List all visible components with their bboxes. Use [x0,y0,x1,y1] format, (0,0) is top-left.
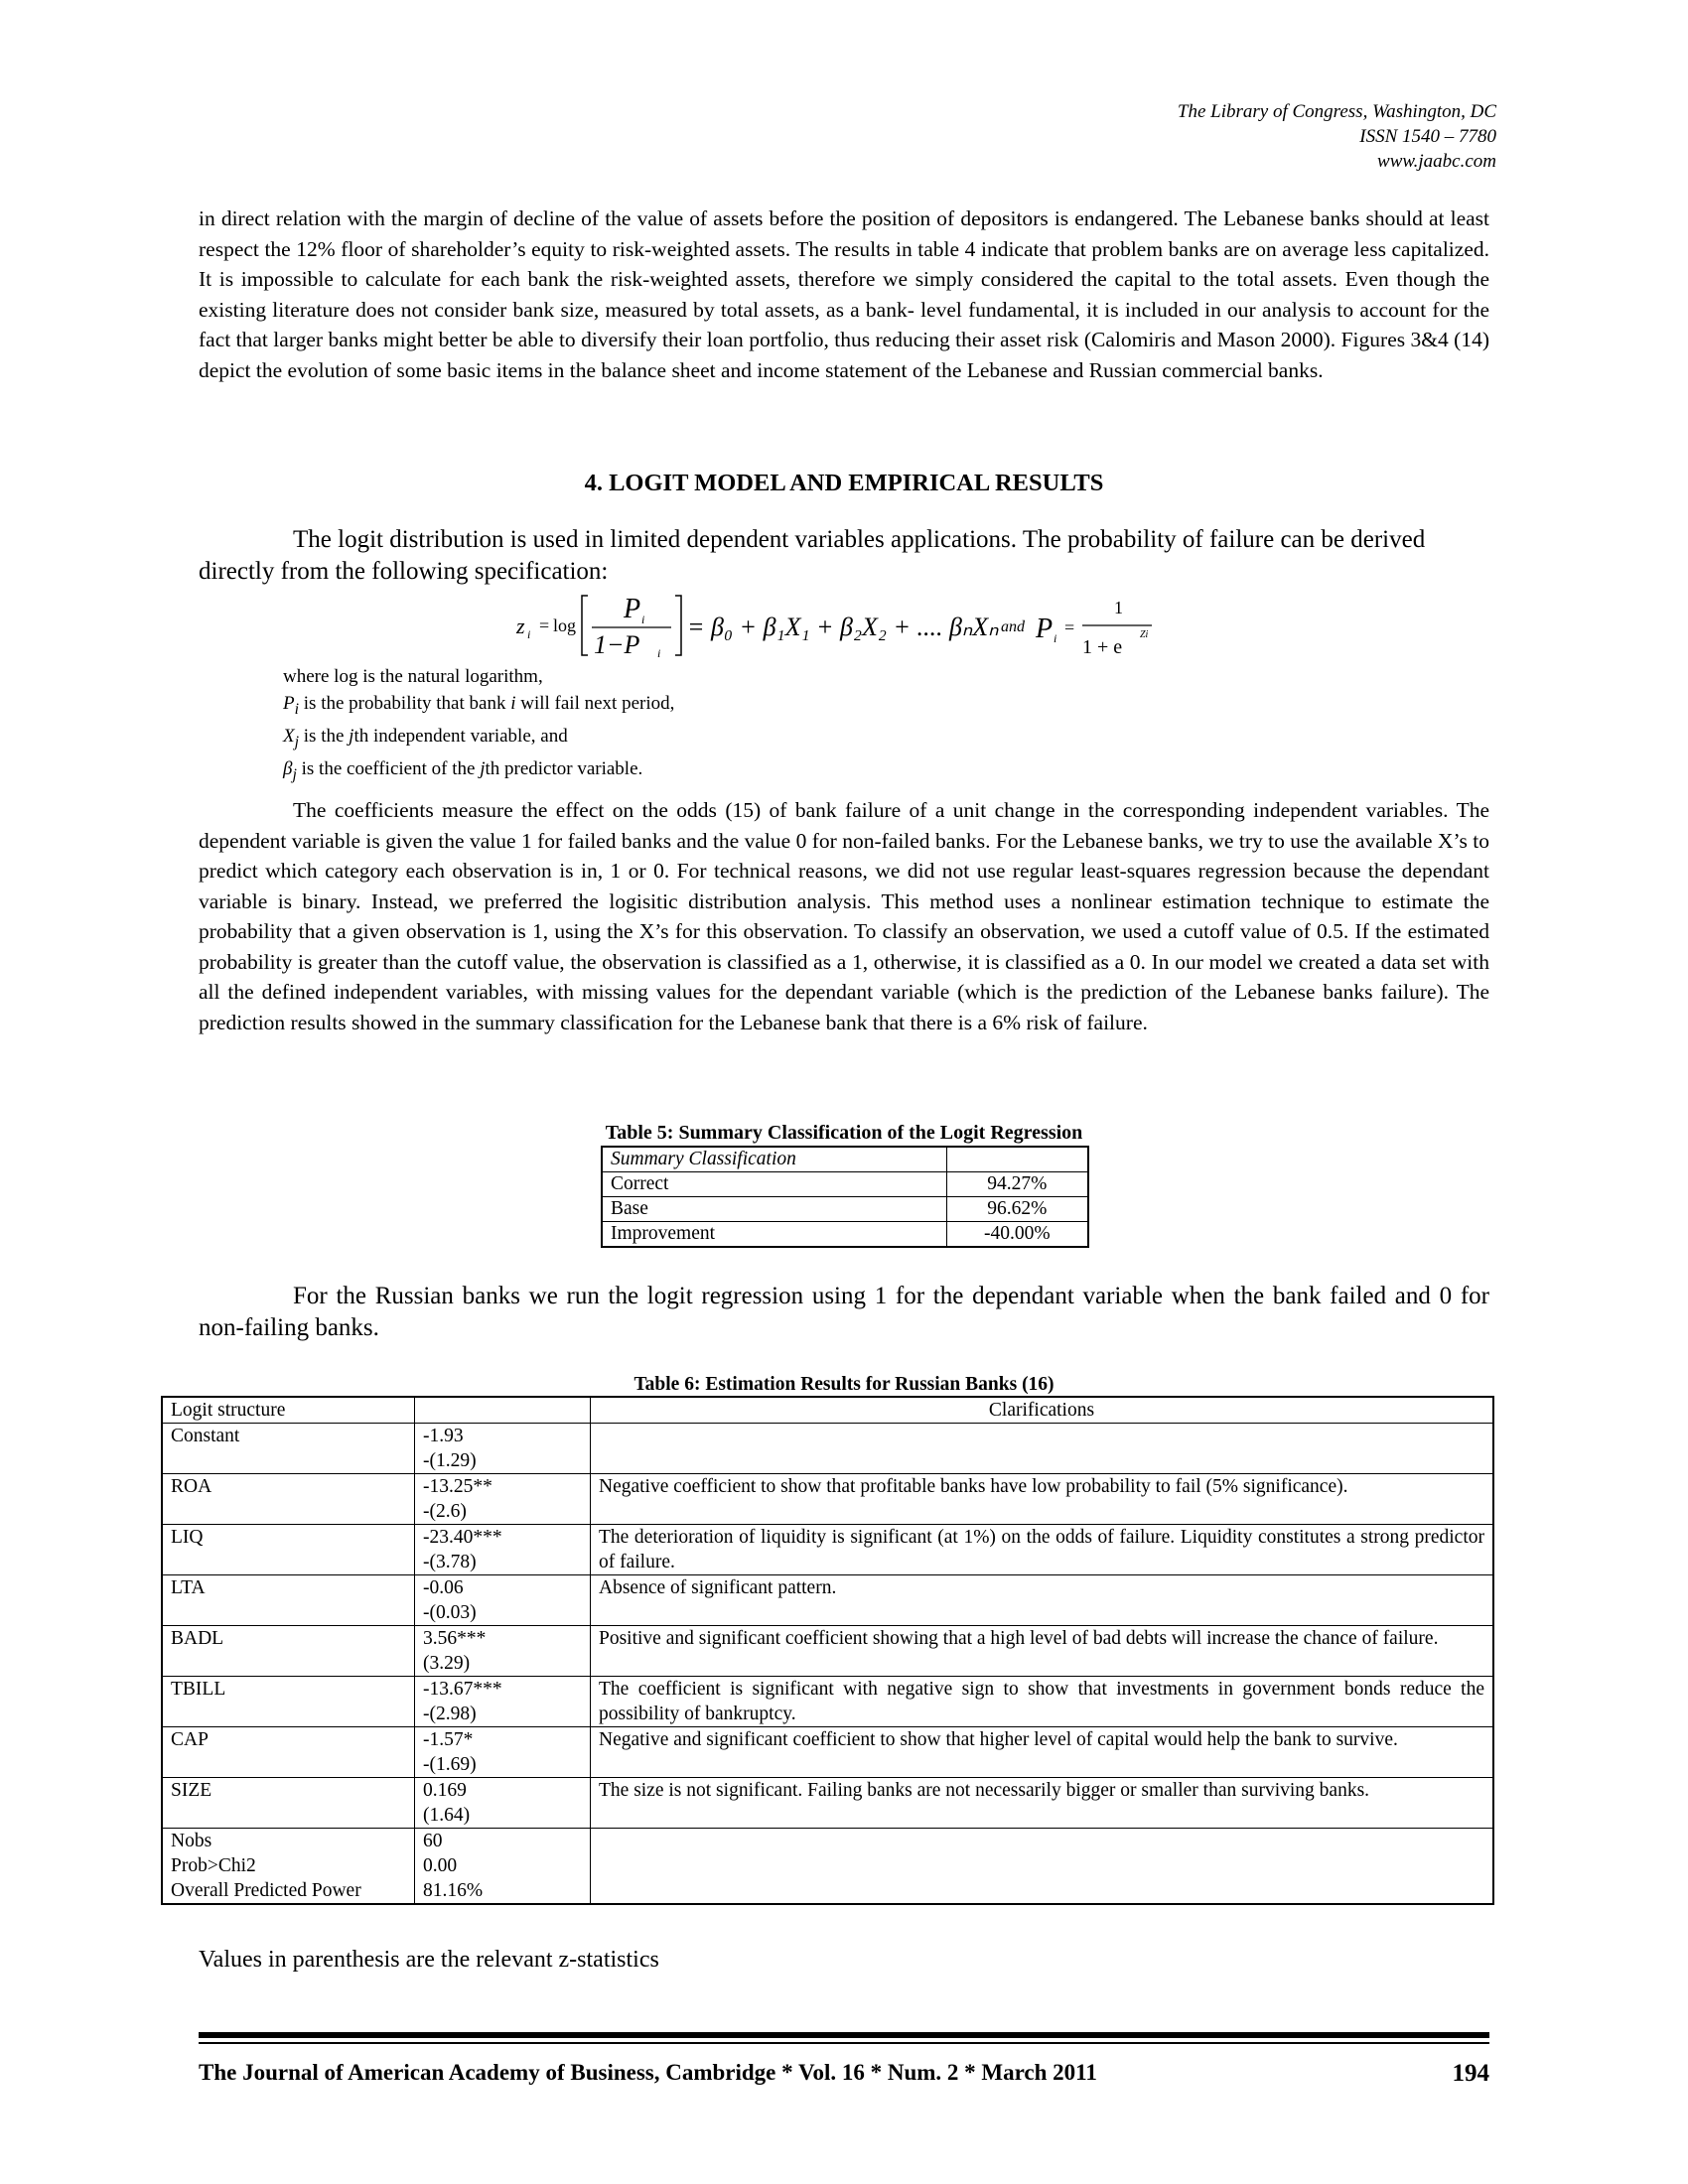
definition-beta: $\beta_j$ is the coefficient of the jth predictor variable. [283,757,643,783]
formula-eq2: = [1064,617,1075,637]
table6-header-logit-structure: Logit structure [162,1397,415,1424]
table6-variable: ROA [162,1474,415,1525]
table-row [162,1474,1493,1525]
table6-clarification: Negative and significant coefficient to show that higher level of capital would help the bank to survive. [591,1727,1494,1778]
definition-log: where log is the natural logarithm, [283,666,543,687]
table5-row-value: 94.27% [946,1172,1088,1197]
table-row [162,1727,1493,1778]
table5-header: Summary Classification [602,1147,946,1172]
table5-row-value: 96.62% [946,1197,1088,1222]
table-row [602,1172,1088,1197]
formula-den: 1 + e [1082,636,1123,658]
table-row [602,1222,1088,1248]
table6-coefficient: 3.56*** (3.29) [415,1626,591,1677]
footer-rule-thick [199,2032,1489,2038]
formula-p-num-sub: i [641,613,645,626]
table5-row-label: Base [602,1197,946,1222]
table6-clarification: The deterioration of liquidity is significant (at 1%) on the odds of failure. Liquidity constitutes a strong predictor of failure. [591,1525,1494,1575]
table6-estimation-results [161,1396,1494,1905]
paragraph-capital: in direct relation with the margin of decline of the value of assets before the position of depositors is endangered. The Lebanese banks should at least respect the 12% floor of shareholder’s equity to risk-weighted assets. The results in table 4 indicate that problem banks are on average less capitalized. It is impossible to calculate for each bank the risk-weighted assets, therefore we simply considered the capital to the total assets. Even though the existing literature does not consider bank size, measured by total assets, as a bank- level fundamental, it is included in our analysis to account for the fact that larger banks might better be able to diversify their loan portfolio, thus reducing their asset risk (Calomiris and Mason 2000). Figures 3&4 (14) depict the evolution of some basic items in the balance sheet and income statement of the Lebanese and Russian commercial banks. [199,206,1489,382]
table6-coefficient: -1.93 -(1.29) [415,1424,591,1474]
paragraph-coefficients [199,795,1489,1037]
formula-pi: P [1036,614,1054,644]
table-row [162,1424,1493,1474]
table6-header-clarifications: Clarifications [591,1397,1494,1424]
table6-coefficient: -1.57* -(1.69) [415,1727,591,1778]
table6-stats-values: 60 0.00 81.16% [415,1829,591,1905]
table6-clarification: Positive and significant coefficient showing that a high level of bad debts will increase the chance of failure. [591,1626,1494,1677]
table5-header-empty [946,1147,1088,1172]
formula-one: 1 [1114,598,1123,617]
table6-clarification: The coefficient is significant with negative sign to show that investments in government bonds reduce the possibility of bankruptcy. [591,1677,1494,1727]
logit-formula [199,586,1489,665]
table5-row-label: Improvement [602,1222,946,1248]
header-line-3: www.jaabc.com [1377,151,1496,172]
formula-exp: Zi [1140,629,1149,640]
table-row [162,1677,1493,1727]
table6-stats-labels: Nobs Prob>Chi2 Overall Predicted Power [162,1829,415,1905]
formula-z-sub: i [527,627,531,641]
header-line-2: ISSN 1540 – 7780 [1359,126,1496,147]
paragraph-coefficients-text: The coefficients measure the effect on the odds (15) of bank failure of a unit change in the corresponding independent variables. The dependent variable is given the value 1 for failed banks and the value 0 for non-failed banks. For the Lebanese banks, we try to use the available X’s to predict which category each observation is in, 1 or 0. For technical reasons, we did not use regular least-squares regression because the dependant variable is binary. Instead, we preferred the logisitic distribution analysis. This method uses a nonlinear estimation technique to estimate the probability that a given observation is 1, using the X’s for this observation. To classify an observation, we used a cutoff value of 0.5. If the estimated probability is greater than the cutoff value, the observation is classified as a 1, otherwise, it is classified as a 0. In our model we created a data set with all the defined independent variables, with missing values for the dependant variable (which is the prediction of the Lebanese banks failure). The prediction results showed in the summary classification for the Lebanese bank that there is a 6% risk of failure. [199,798,1489,1034]
page-number: 194 [1452,2060,1489,2087]
definition-xj: $X_j$ is the jth independent variable, and [283,725,568,751]
formula-left-bracket [582,596,588,655]
logit-intro-text: The logit distribution is used in limited dependent variables applications. The probability of failure can be derived directly from the following specification: [199,526,1426,585]
formula-eq: = [539,615,550,635]
table-note: Values in parenthesis are the relevant z-statistics [199,1947,659,1973]
section-title: 4. LOGIT MODEL AND EMPIRICAL RESULTS [584,470,1104,496]
table6-variable: CAP [162,1727,415,1778]
table6-variable: Constant [162,1424,415,1474]
table6-variable: LIQ [162,1525,415,1575]
table6-caption: Table 6: Estimation Results for Russian Banks (16) [633,1374,1055,1395]
table6-variable: SIZE [162,1778,415,1829]
table6-variable: LTA [162,1575,415,1626]
table-header-row [162,1397,1493,1424]
table-row [162,1575,1493,1626]
table5-caption: Table 5: Summary Classification of the Logit Regression [605,1122,1083,1144]
formula-pi-sub: i [1054,631,1057,645]
table6-clarification: The size is not significant. Failing banks are not necessarily bigger or smaller than surviving banks. [591,1778,1494,1829]
formula-p-den-sub: i [657,646,661,660]
formula-right-bracket [675,596,681,655]
table6-header-empty [415,1397,591,1424]
formula-p-den: 1−P [594,630,640,659]
table6-coefficient: -23.40*** -(3.78) [415,1525,591,1575]
journal-footer: The Journal of American Academy of Business, Cambridge * Vol. 16 * Num. 2 * March 2011 [199,2060,1097,2085]
table-row [602,1197,1088,1222]
formula-and: and [1001,618,1025,635]
logit-intro-paragraph [199,524,1489,588]
journal-header [1178,99,1496,174]
table6-variable: BADL [162,1626,415,1677]
table5-row-value: -40.00% [946,1222,1088,1248]
table5-summary-classification [601,1146,1089,1248]
table6-coefficient: -0.06 -(0.03) [415,1575,591,1626]
table-row [162,1626,1493,1677]
table6-coefficient: 0.169 (1.64) [415,1778,591,1829]
formula-p-num: P [624,594,641,624]
table-row [602,1147,1088,1172]
table6-clarification: Negative coefficient to show that profitable banks have low probability to fail (5% significance). [591,1474,1494,1525]
table6-coefficient: -13.25** -(2.6) [415,1474,591,1525]
table6-stats-empty [591,1829,1494,1905]
table6-coefficient: -13.67*** -(2.98) [415,1677,591,1727]
table6-variable: TBILL [162,1677,415,1727]
header-line-1: The Library of Congress, Washington, DC [1177,101,1496,122]
table6-clarification: Absence of significant pattern. [591,1575,1494,1626]
formula-z: z [516,614,525,638]
formula-rhs: = β₀ + β₁X₁ + β₂X₂ + .... βₙXₙ [687,613,999,641]
formula-log: log [553,615,577,635]
table6-clarification [591,1424,1494,1474]
table-row [162,1829,1493,1905]
formula-definitions [283,663,674,787]
table-row [162,1525,1493,1575]
table5-row-label: Correct [602,1172,946,1197]
paragraph-russian-banks: For the Russian banks we run the logit regression using 1 for the dependant variable when the bank failed and 0 for non-failing banks. [199,1283,1489,1341]
definition-pi: $P_i$ is the probability that bank i will fail next period, [283,693,675,718]
table-row [162,1778,1493,1829]
footer-rule-thin [199,2042,1489,2044]
